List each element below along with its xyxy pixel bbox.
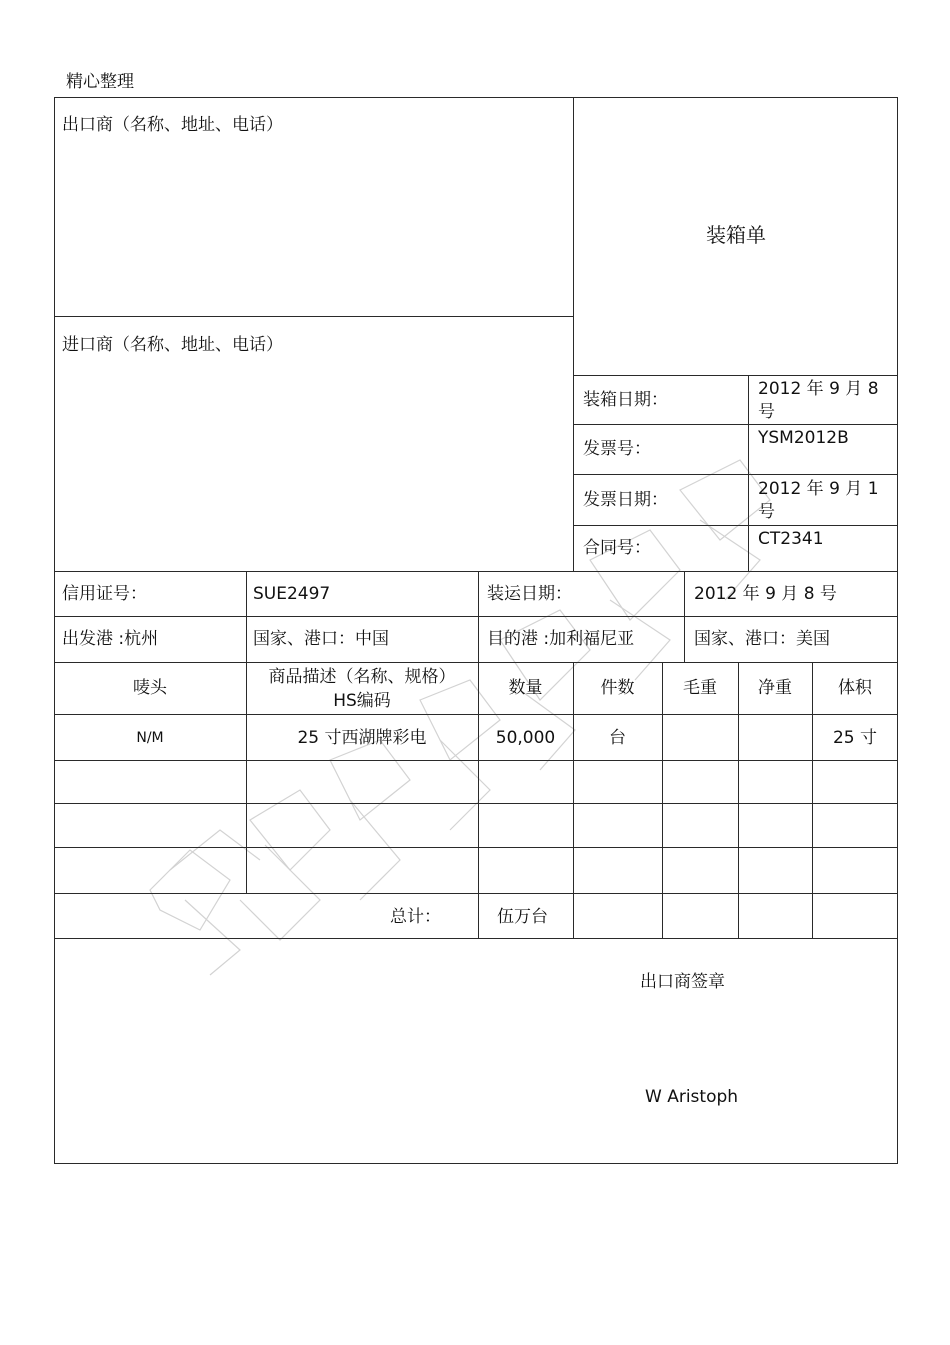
packing-date-value: 2012 年 9 月 8 — [758, 379, 879, 399]
total-value: 伍万台 — [497, 907, 548, 927]
divider — [478, 662, 479, 938]
invoice-date-value-cont: 号 — [758, 502, 775, 522]
divider — [574, 474, 898, 475]
divider — [54, 662, 898, 663]
row-pieces: 台 — [609, 728, 626, 748]
col-header-gross-weight: 毛重 — [683, 678, 717, 698]
ship-date-value: 2012 年 9 月 8 号 — [694, 584, 837, 604]
divider — [573, 97, 574, 571]
row-marks: N/M — [136, 730, 164, 746]
contract-no-value: CT2341 — [758, 529, 824, 549]
signature-name: W Aristoph — [645, 1087, 739, 1107]
col-header-description: 商品描述（名称、规格） — [268, 667, 456, 687]
divider — [812, 662, 813, 938]
col-header-pieces: 件数 — [600, 678, 635, 698]
signature-label: 出口商签章 — [640, 972, 725, 992]
importer-label: 进口商（名称、地址、电话） — [62, 335, 283, 355]
invoice-date-label: 发票日期： — [583, 490, 668, 510]
col-header-net-weight: 净重 — [758, 678, 792, 698]
invoice-no-value: YSM2012B — [758, 428, 849, 448]
packing-date-value-cont: 号 — [758, 402, 775, 422]
total-label: 总计： — [390, 907, 441, 927]
divider — [54, 760, 898, 761]
departure-port: 出发港 :杭州 — [62, 629, 159, 649]
row-quantity: 50,000 — [495, 728, 556, 748]
document-title: 装箱单 — [706, 223, 766, 247]
contract-no-label: 合同号： — [583, 538, 651, 558]
invoice-date-value: 2012 年 9 月 1 — [758, 479, 879, 499]
ship-date-label: 装运日期： — [487, 584, 572, 604]
packing-date-label: 装箱日期： — [583, 390, 668, 410]
divider — [54, 803, 898, 804]
exporter-label: 出口商（名称、地址、电话） — [62, 115, 283, 135]
divider — [54, 938, 898, 939]
header-note: 精心整理 — [66, 72, 134, 92]
divider — [574, 375, 898, 376]
divider — [54, 893, 898, 894]
divider — [574, 424, 898, 425]
destination-country: 国家、港口：美国 — [694, 629, 830, 649]
divider — [54, 571, 898, 572]
divider — [574, 525, 898, 526]
col-header-marks: 唛头 — [133, 678, 167, 698]
divider — [573, 662, 574, 938]
col-header-quantity: 数量 — [508, 678, 543, 698]
row-volume: 25 寸 — [832, 728, 878, 748]
destination-port: 目的港 :加利福尼亚 — [487, 629, 635, 649]
divider — [748, 375, 749, 571]
divider — [684, 571, 685, 662]
lc-label: 信用证号： — [62, 584, 147, 604]
departure-country: 国家、港口：中国 — [253, 629, 389, 649]
divider — [54, 616, 898, 617]
divider — [54, 714, 898, 715]
divider — [738, 662, 739, 938]
divider — [478, 571, 479, 662]
row-description: 25 寸西湖牌彩电 — [297, 728, 427, 748]
divider — [54, 316, 574, 317]
lc-value: SUE2497 — [253, 584, 331, 604]
divider — [662, 662, 663, 938]
invoice-no-label: 发票号： — [583, 439, 651, 459]
col-header-volume: 体积 — [838, 678, 872, 698]
col-header-hs-code: HS编码 — [333, 691, 391, 711]
divider — [54, 847, 898, 848]
